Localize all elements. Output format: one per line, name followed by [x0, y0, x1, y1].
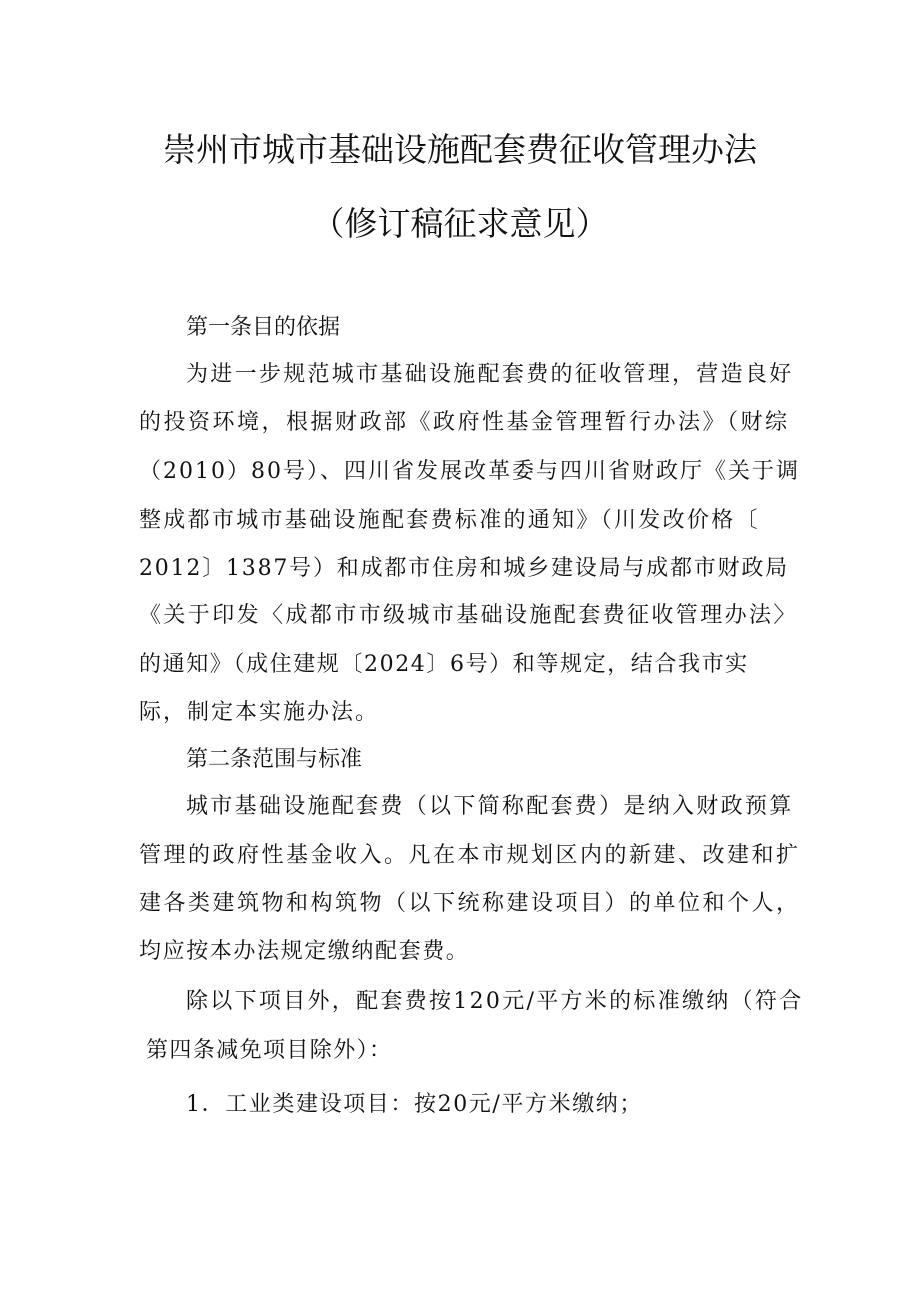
article-1-line: 为进一步规范城市基础设施配套费的征收管理，营造良好 [186, 362, 794, 387]
article-1-line: 际，制定本实施办法。 [139, 700, 380, 725]
article-1-line: 整成都市城市基础设施配套费标准的通知》（川发改价格〔 [139, 508, 760, 533]
article-2-line: 城市基础设施配套费（以下简称配套费）是纳入财政预算 [186, 794, 794, 819]
document-subtitle: （修订稿征求意见） [311, 204, 609, 243]
document-title: 崇州市城市基础设施配套费征收管理办法 [163, 130, 757, 169]
article-1-heading: 第一条目的依据 [186, 315, 341, 340]
article-2-line: 管理的政府性基金收入。凡在本市规划区内的新建、改建和扩 [139, 843, 801, 868]
article-1-line: 的投资环境，根据财政部《政府性基金管理暂行办法》（财综 [139, 410, 790, 435]
article-2-line: 除以下项目外，配套费按120元/平方米的标准缴纳（符合 [186, 989, 804, 1014]
article-2-heading: 第二条范围与标准 [186, 747, 363, 772]
article-1-line: 的通知》（成住建规〔2024〕6号）和等规定，结合我市实 [139, 652, 749, 677]
article-1-line: 2012〕1387号）和成都市住房和城乡建设局与成都市财政局 [139, 556, 789, 581]
article-1-line: 《关于印发〈成都市市级城市基础设施配套费征收管理办法〉 [139, 603, 798, 628]
list-item: 1．工业类建设项目：按20元/平方米缴纳； [186, 1092, 644, 1117]
article-2-line: 均应按本办法规定缴纳配套费。 [139, 939, 470, 964]
article-1-line: （2010）80号）、四川省发展改革委与四川省财政厅《关于调 [139, 459, 800, 484]
article-2-line: 第四条减免项目除外）： [146, 1038, 393, 1063]
article-2-line: 建各类建筑物和构筑物（以下统称建设项目）的单位和个人， [139, 891, 801, 916]
